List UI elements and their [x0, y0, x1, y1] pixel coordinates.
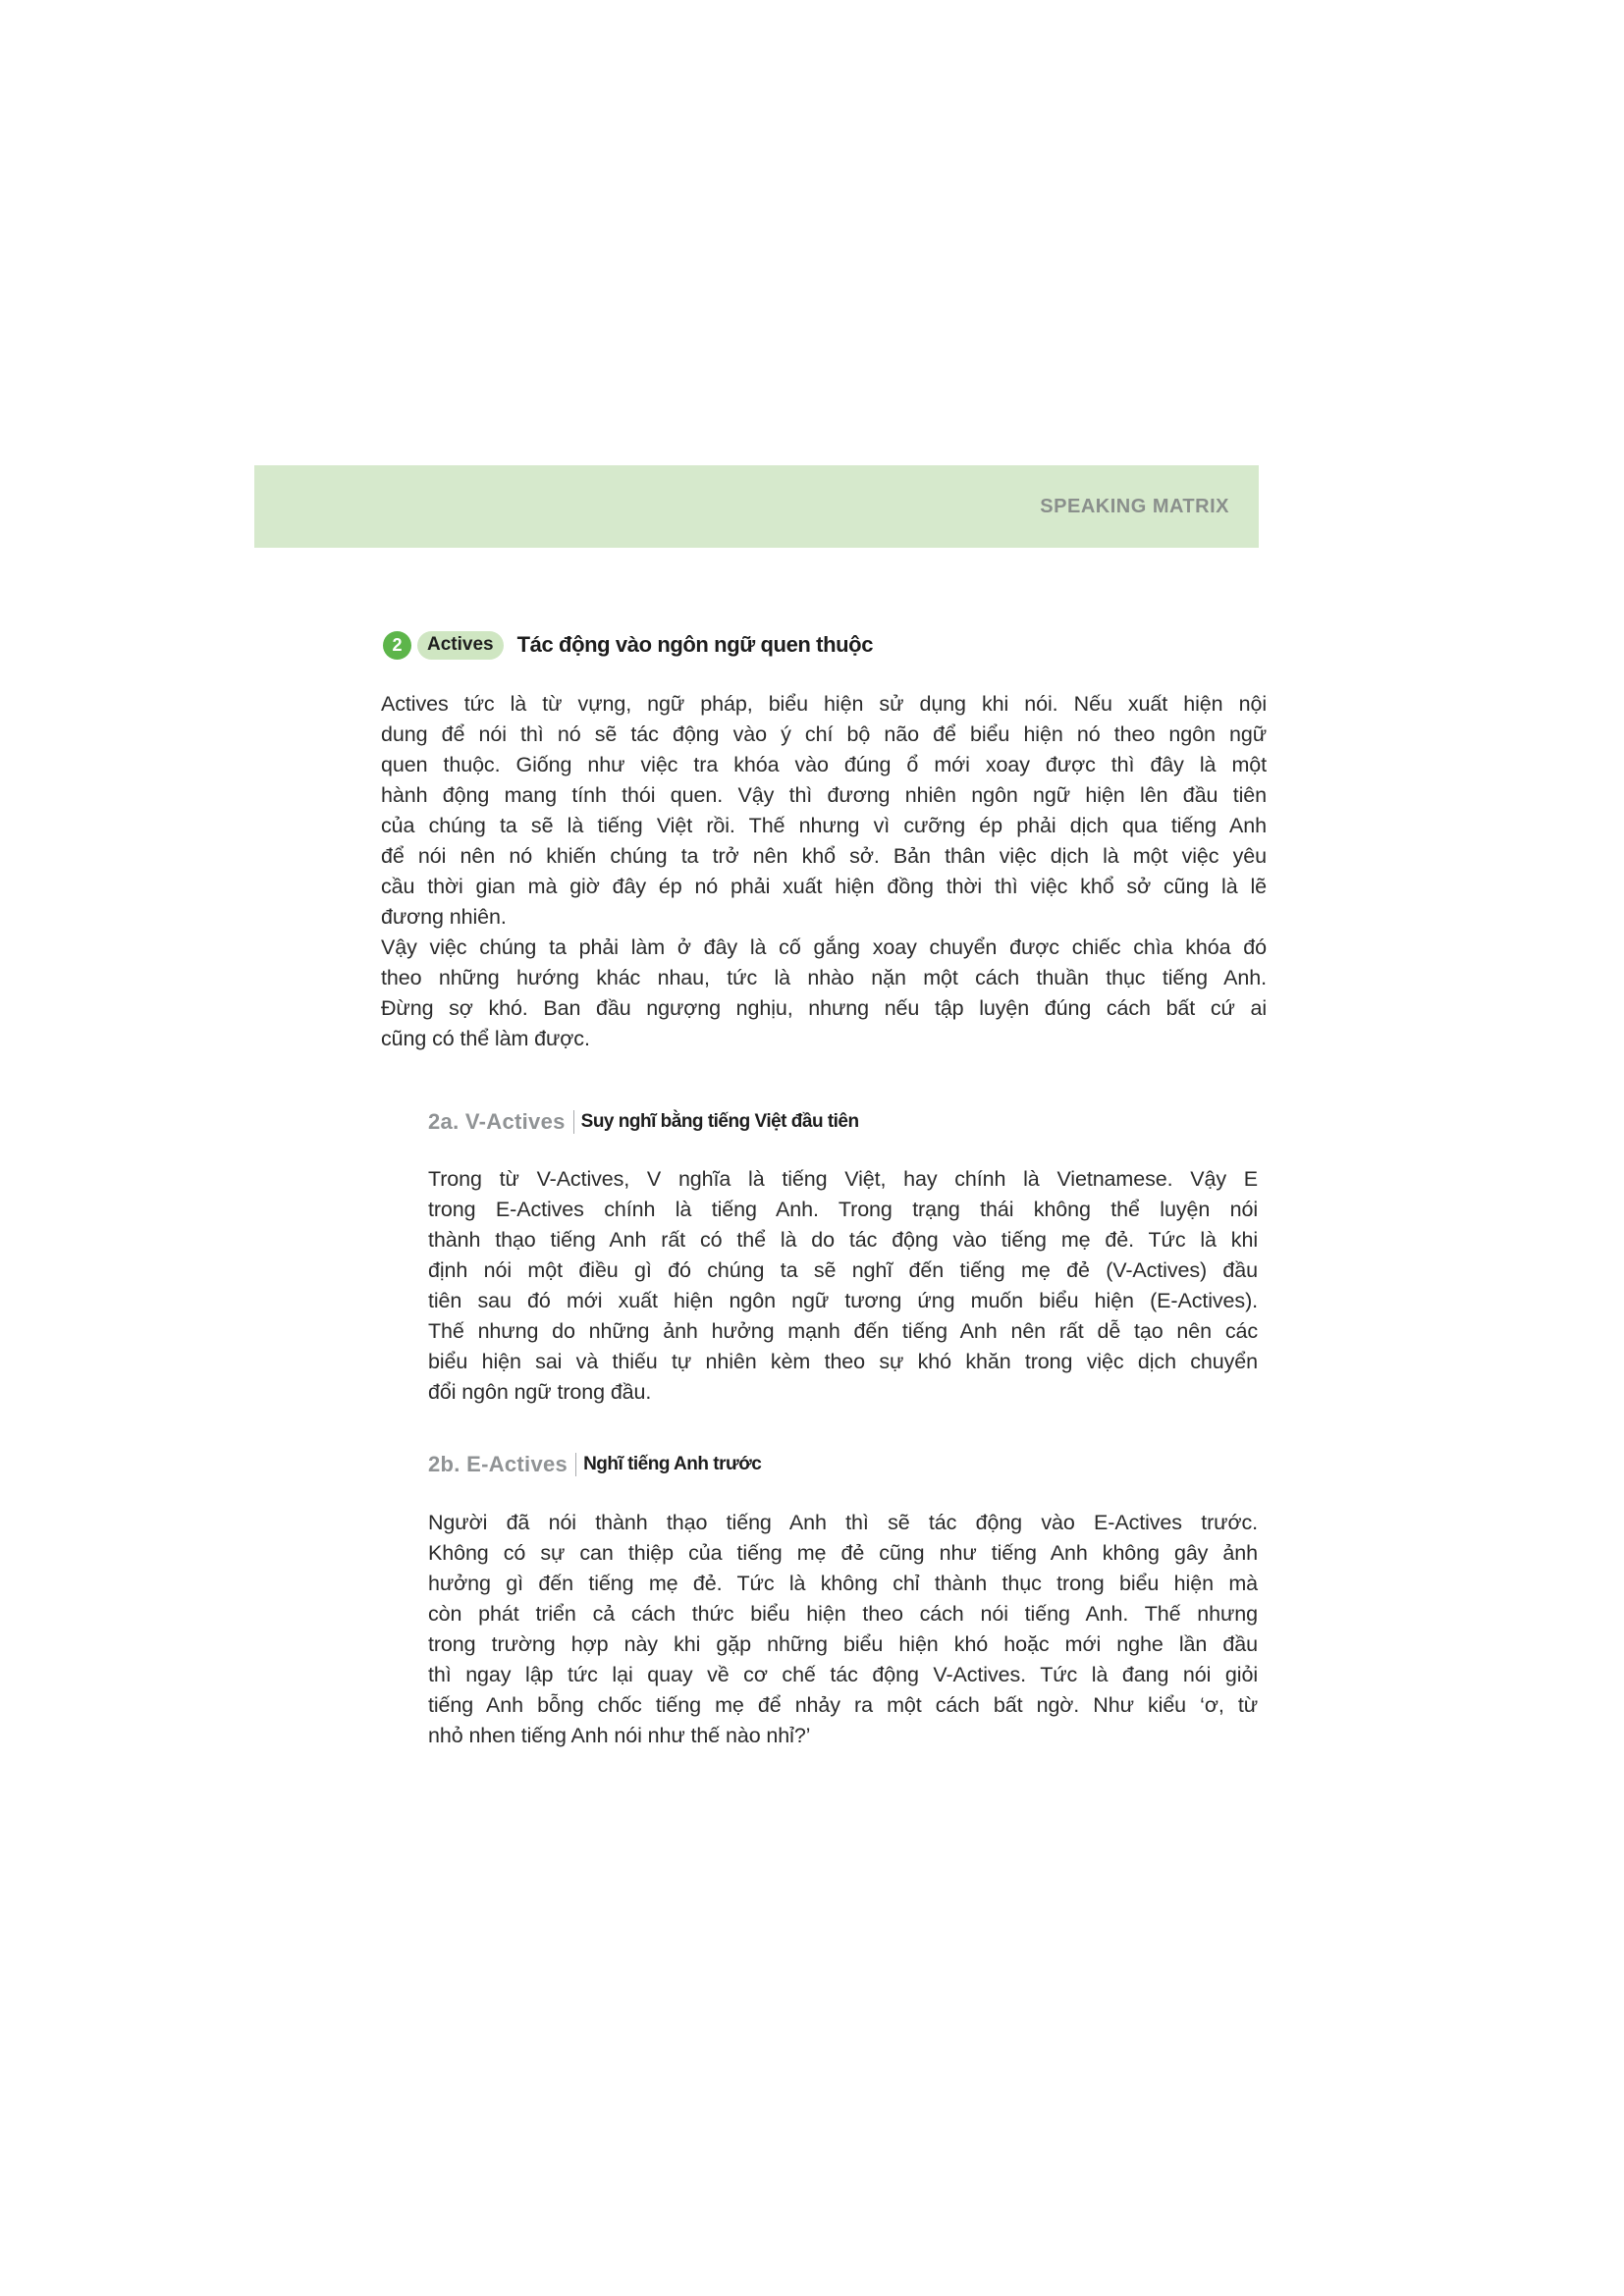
- section-number-badge: 2: [383, 631, 411, 660]
- text-line: của chúng ta sẽ là tiếng Việt rồi. Thế nhưng vì cưỡng ép phải dịch qua tiếng Anh: [381, 814, 1267, 837]
- text-line: trong E-Actives chính là tiếng Anh. Trong trạng thái không thể luyện nói: [428, 1198, 1258, 1221]
- subsection-label: 2b. E-Actives: [428, 1452, 568, 1476]
- text-line: hành động mang tính thói quen. Vậy thì đương nhiên ngôn ngữ hiện lên đầu tiên: [381, 783, 1267, 807]
- subsection-title: Nghĩ tiếng Anh trước: [583, 1454, 762, 1474]
- subsection-heading-2b: [428, 1450, 761, 1479]
- subsection-title: Suy nghĩ bằng tiếng Việt đầu tiên: [580, 1111, 859, 1132]
- text-line: đổi ngôn ngữ trong đầu.: [428, 1380, 652, 1404]
- section-title: Tác động vào ngôn ngữ quen thuộc: [516, 632, 874, 657]
- text-line: định nói một điều gì đó chúng ta sẽ nghĩ đến tiếng mẹ đẻ (V-Actives) đầu: [428, 1258, 1258, 1282]
- text-line: tiếng Anh bỗng chốc tiếng mẹ để nhảy ra một cách bất ngờ. Như kiểu ‘ơ, từ: [428, 1693, 1258, 1717]
- subsection-heading-2a: [428, 1107, 859, 1137]
- paragraph-e-actives: [428, 1508, 1258, 1751]
- text-line: thì ngay lập tức lại quay về cơ chế tác động V-Actives. Tức là đang nói giỏi: [428, 1663, 1258, 1686]
- text-line: trong trường hợp này khi gặp những biểu hiện khó hoặc mới nghe lần đầu: [428, 1632, 1258, 1656]
- subsection-label: 2a. V-Actives: [428, 1109, 566, 1134]
- running-header-band: [254, 465, 1259, 548]
- text-line: Đừng sợ khó. Ban đầu ngượng nghịu, nhưng nếu tập luyện đúng cách bất cứ ai: [381, 996, 1267, 1020]
- text-line: cầu thời gian mà giờ đây ép nó phải xuất hiện đồng thời thì việc khổ sở cũng là lẽ: [381, 875, 1267, 898]
- text-line: Vậy việc chúng ta phải làm ở đây là cố gắng xoay chuyển được chiếc chìa khóa đó: [381, 935, 1267, 959]
- text-line: theo những hướng khác nhau, tức là nhào nặn một cách thuần thục tiếng Anh.: [381, 966, 1267, 989]
- text-line: nhỏ nhen tiếng Anh nói như thế nào nhỉ?’: [428, 1724, 811, 1747]
- paragraph-v-actives: [428, 1164, 1258, 1408]
- text-line: dung để nói thì nó sẽ tác động vào ý chí bộ não để biểu hiện nó theo ngôn ngữ: [381, 722, 1267, 746]
- paragraph-advice: [381, 933, 1267, 1054]
- text-line: thành thạo tiếng Anh rất có thể là do tác động vào tiếng mẹ đẻ. Tức là khi: [428, 1228, 1258, 1252]
- text-line: Actives tức là từ vựng, ngữ pháp, biểu hiện sử dụng khi nói. Nếu xuất hiện nội: [381, 692, 1267, 716]
- running-header-title: SPEAKING MATRIX: [1040, 496, 1229, 517]
- text-line: biểu hiện sai và thiếu tự nhiên kèm theo sự khó khăn trong việc dịch chuyển: [428, 1350, 1258, 1373]
- text-line: Người đã nói thành thạo tiếng Anh thì sẽ tác động vào E-Actives trước.: [428, 1511, 1258, 1534]
- heading-divider: [575, 1453, 576, 1476]
- heading-divider: [573, 1110, 574, 1134]
- text-line: hưởng gì đến tiếng mẹ đẻ. Tức là không chỉ thành thục trong biểu hiện mà: [428, 1572, 1258, 1595]
- section-heading: [383, 630, 873, 660]
- text-line: cũng có thể làm được.: [381, 1027, 590, 1050]
- text-line: Trong từ V-Actives, V nghĩa là tiếng Việt, hay chính là Vietnamese. Vậy E: [428, 1167, 1258, 1191]
- text-line: tiên sau đó mới xuất hiện ngôn ngữ tương ứng muốn biểu hiện (E-Actives).: [428, 1289, 1258, 1312]
- paragraph-intro: [381, 689, 1267, 933]
- text-line: để nói nên nó khiến chúng ta trở nên khổ sở. Bản thân việc dịch là một việc yêu: [381, 844, 1267, 868]
- text-line: Thế nhưng do những ảnh hưởng mạnh đến tiếng Anh nên rất dễ tạo nên các: [428, 1319, 1258, 1343]
- text-line: đương nhiên.: [381, 905, 507, 929]
- text-line: quen thuộc. Giống như việc tra khóa vào đúng ổ mới xoay được thì đây là một: [381, 753, 1267, 776]
- section-tag-pill: Actives: [417, 631, 504, 660]
- text-line: Không có sự can thiệp của tiếng mẹ đẻ cũng như tiếng Anh không gây ảnh: [428, 1541, 1258, 1565]
- text-line: còn phát triển cả cách thức biểu hiện theo cách nói tiếng Anh. Thế nhưng: [428, 1602, 1258, 1626]
